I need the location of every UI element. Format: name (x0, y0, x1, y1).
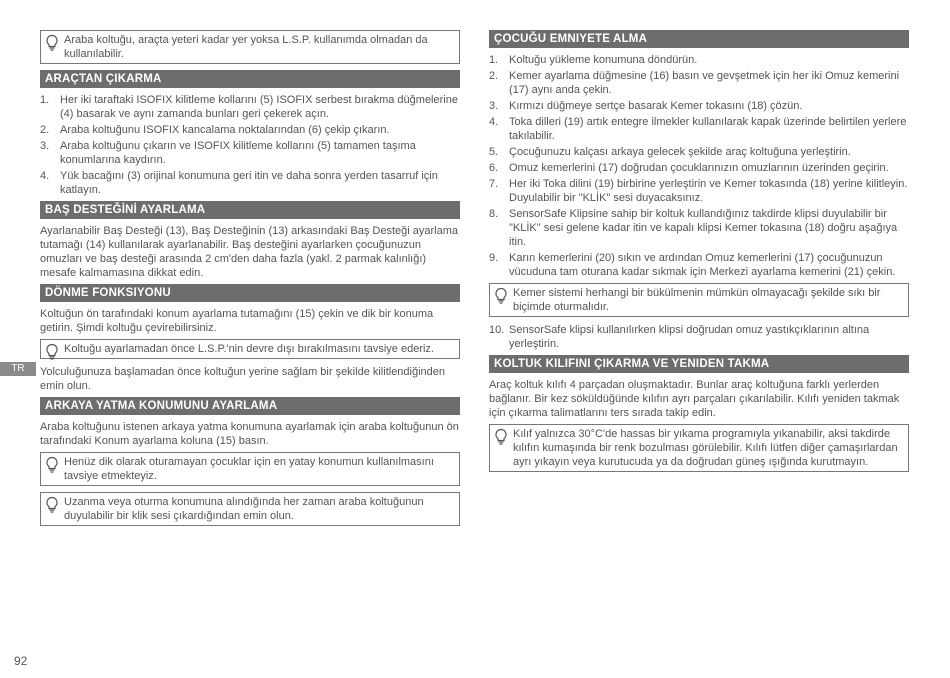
rotation-text-2: Yolculuğunuza başlamadan önce koltuğun yerine sağlam bir şekilde kilitlendiğinden emin olun. (40, 366, 446, 392)
list-item: 1. Koltuğu yükleme konumuna döndürün. (489, 54, 698, 66)
secure-steps-continued (489, 323, 909, 351)
lightbulb-icon (44, 456, 60, 474)
section-header-secure: ÇOCUĞU EMNIYETE ALMA (489, 30, 909, 48)
section-header-recline: ARKAYA YATMA KONUMUNU AYARLAMA (40, 397, 460, 415)
note-text: Henüz dik olarak oturamayan çocuklar için en yatay konumun kullanılmasını tavsiye etmekteyiz. (64, 456, 434, 482)
cover-text: Araç koltuk kılıfı 4 parçadan oluşmaktadır. Bunlar araç koltuğuna farklı yerlerden bağlanır. Bir kez söküldüğünde kılıfın ayrı parçaları çıkarılabilir. Kılıfı yeniden takmak için çıkarma talimatlarını ters sırada takip edin. (489, 379, 900, 419)
list-item: 8. SensorSafe Klipsine sahip bir koltuk kullandığınız takdirde klipsi duyulabilir bir "KLİK" sesi gelene kadar itin ve kapalı klipsi Kemer tokasına (18) doğru aşağıya itin. (489, 208, 898, 248)
list-item: 4. Toka dilleri (19) artık entegre ilmekler kullanılarak kapak üzerinde belirtilen yerlere takılabilir. (489, 116, 907, 142)
rotation-text: Koltuğun ön tarafındaki konum ayarlama tutamağını (15) çekin ve dik bir konuma getirin. Şimdi koltuğu çevirebilirsiniz. (40, 308, 434, 334)
list-item: 3. Kırmızı düğmeye sertçe basarak Kemer tokasını (18) çözün. (489, 100, 803, 112)
section-header-rotation: DÖNME FONKSIYONU (40, 284, 460, 302)
list-item: 10. SensorSafe klipsi kullanılırken klipsi doğrudan omuz yastıkçıklarının altına yerleştirin. (489, 324, 870, 350)
section-header-headrest: BAŞ DESTEĞİNİ AYARLAMA (40, 201, 460, 219)
lightbulb-icon (493, 287, 509, 305)
list-item: 4. Yük bacağını (3) orijinal konumuna geri itin ve daha sonra yerden tasarruf için katlayın. (40, 170, 438, 196)
note-text: Araba koltuğu, araçta yeteri kadar yer yoksa L.S.P. kullanımda olmadan da kullanılabilir. (64, 34, 428, 60)
list-item: 3. Araba koltuğunu çıkarın ve ISOFIX kilitleme kollarını (5) tamamen taşıma konumlarına kaydırın. (40, 140, 416, 166)
list-item: 9. Karın kemerlerini (20) sıkın ve ardından Omuz kemerlerini (17) çocuğunuzun vücuduna tam oturana kadar sıkmak için Merkezi ayarlama kemerini (21) çekin. (489, 252, 896, 278)
left-column (40, 30, 460, 532)
right-column (489, 30, 909, 478)
page-number: 92 (14, 654, 28, 668)
info-note (40, 452, 460, 486)
headrest-text: Ayarlanabilir Baş Desteği (13), Baş Desteğinin (13) arkasındaki Baş Desteği ayarlama tutamağı (14) kullanılarak ayarlanabilir. Baş desteğini ayarlarken çocuğunuzun omuzları ve baş desteği arasında 2 cm'den daha fazla (yakl. 2 parmak kalınlığı) mesafe kalmamasına dikkat edin. (40, 225, 458, 279)
section-header-removing: ARAÇTAN ÇIKARMA (40, 70, 460, 88)
recline-text: Araba koltuğunu istenen arkaya yatma konumuna ayarlamak için araba koltuğunun ön tarafındaki Konum ayarlama koluna (15) basın. (40, 421, 459, 447)
lightbulb-icon (44, 496, 60, 514)
note-text: Uzanma veya oturma konumuna alındığında her zaman araba koltuğunun duyulabilir bir klik sesi çıkardığından emin olun. (64, 496, 424, 522)
list-item: 5. Çocuğunuzu kalçası arkaya gelecek şekilde araç koltuğuna yerleştirin. (489, 146, 851, 158)
language-tab: TR (0, 362, 36, 376)
secure-steps (489, 53, 909, 279)
note-text: Kemer sistemi herhangi bir bükülmenin mümkün olmayacağı şekilde sıkı bir biçimde oturmalıdır. (513, 287, 881, 313)
list-item: 2. Kemer ayarlama düğmesine (16) basın ve gevşetmek için her iki Omuz kemerini (17) aynı anda çekin. (489, 70, 900, 96)
section-header-cover: KOLTUK KILIFINI ÇIKARMA VE YENIDEN TAKMA (489, 355, 909, 373)
info-note (40, 492, 460, 526)
lightbulb-icon (44, 343, 60, 361)
info-note (40, 30, 460, 64)
note-text: Kılıf yalnızca 30°C'de hassas bir yıkama programıyla yıkanabilir, aksi takdirde kılıfın kumaşında bir renk bozulması görülebilir. Kılıfı lütfen diğer çamaşırlardan ayrı yıkayın veya kurutucuda ya da doğrudan güneş ışığında kurutmayın. (513, 428, 898, 468)
list-item: 7. Her iki Toka dilini (19) birbirine yerleştirin ve Kemer tokasında (18) yerine kilitleyin. Duyulabilir bir "KLİK" sesi duyacaksınız. (489, 178, 908, 204)
lightbulb-icon (44, 34, 60, 52)
removing-steps (40, 93, 460, 197)
info-note (489, 424, 909, 472)
lightbulb-icon (493, 428, 509, 446)
note-text: Koltuğu ayarlamadan önce L.S.P.'nin devre dışı bırakılmasını tavsiye ederiz. (64, 343, 434, 355)
list-item: 2. Araba koltuğunu ISOFIX kancalama noktalarından (6) çekip çıkarın. (40, 124, 390, 136)
info-note (489, 283, 909, 317)
list-item: 1. Her iki taraftaki ISOFIX kilitleme kollarını (5) ISOFIX serbest bırakma düğmelerine (4) basarak ve aynı zamanda bunları geri çekerek açın. (40, 94, 458, 120)
list-item: 6. Omuz kemerlerini (17) doğrudan çocuklarınızın omuzlarının üzerinden geçirin. (489, 162, 889, 174)
info-note (40, 339, 460, 359)
